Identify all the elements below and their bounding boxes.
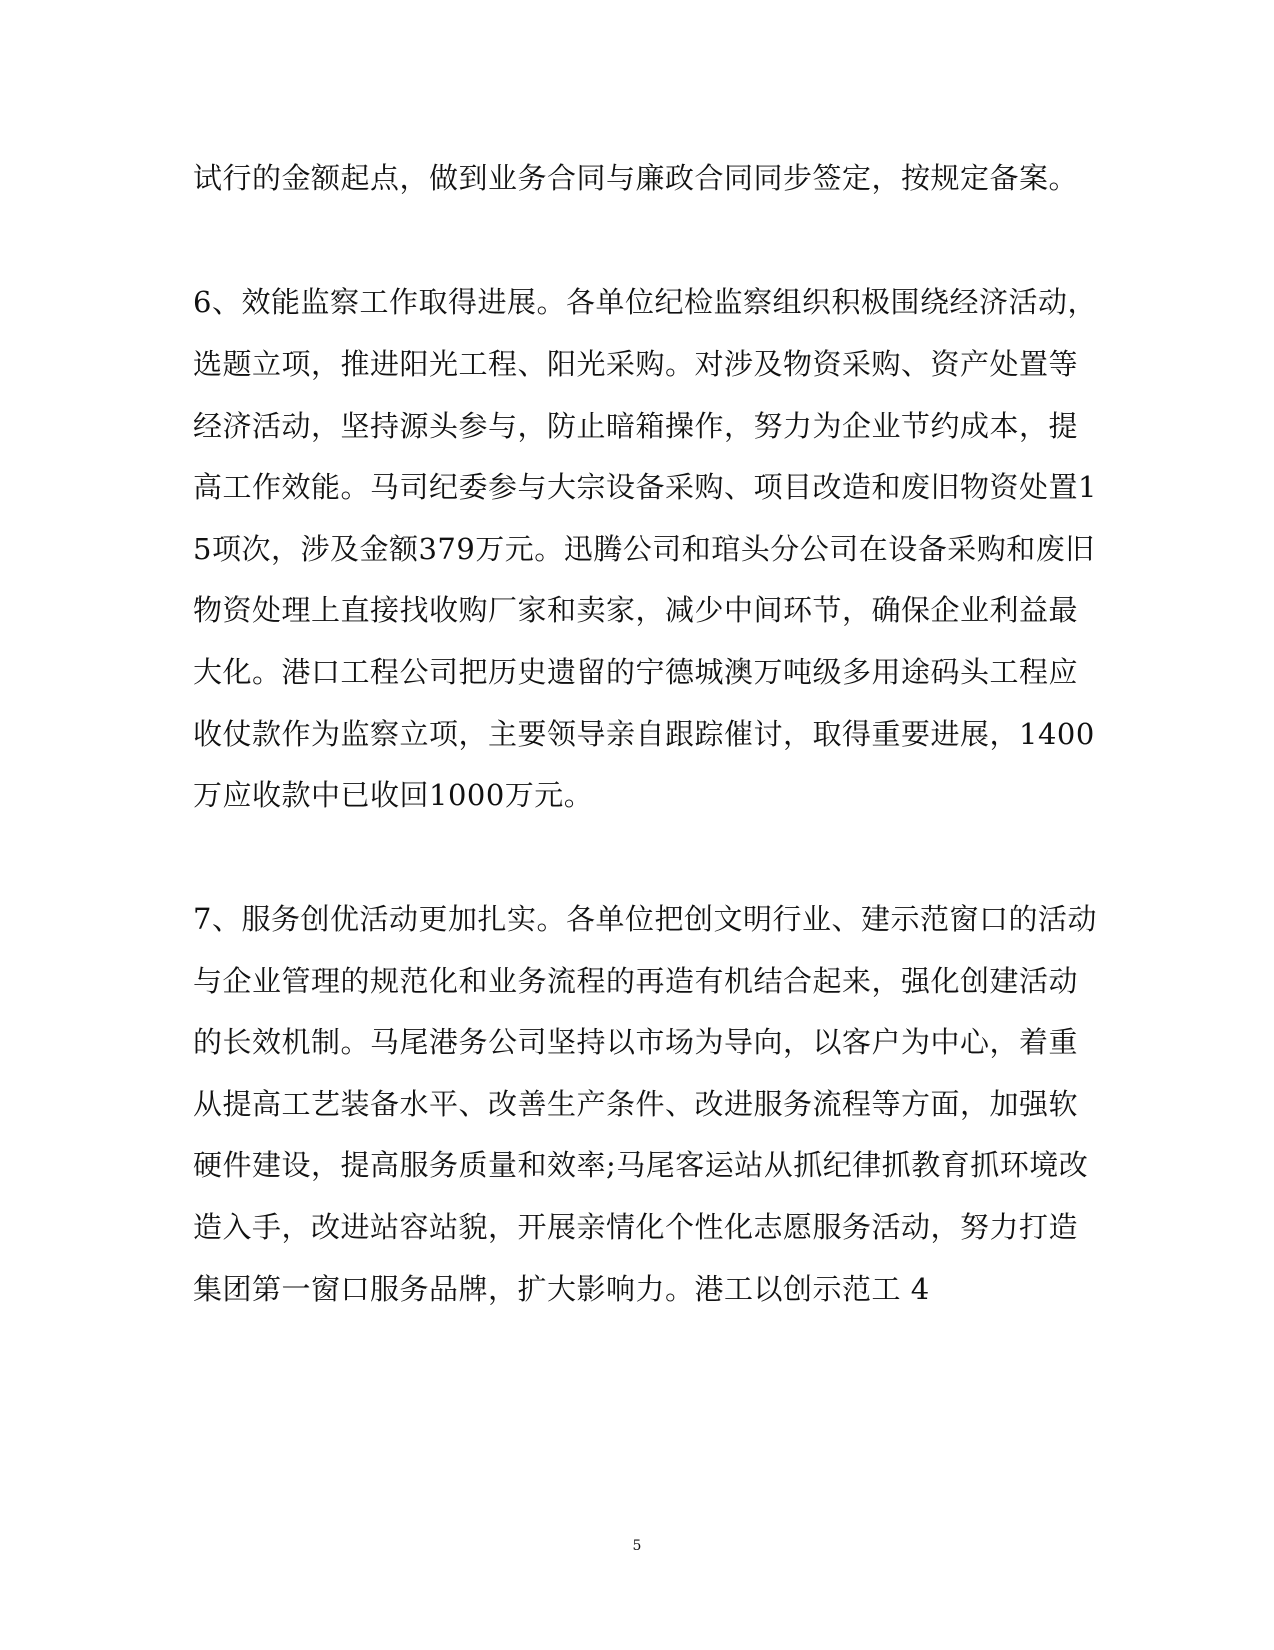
paragraph-2-line-2: 选题立项，推进阳光工程、阳光采购。对涉及物资采购、资产处置等 [193,347,1079,381]
paragraph-2-line-4: 高工作效能。马司纪委参与大宗设备采购、项目改造和废旧物资处置1 [193,470,1097,504]
paragraph-2-line-7: 大化。港口工程公司把历史遗留的宁德城澳万吨级多用途码头工程应 [193,655,1079,689]
paragraph-2-line-1: 6、效能监察工作取得进展。各单位纪检监察组织积极围绕经济活动， [193,285,1097,319]
paragraph-1-line-1: 试行的金额起点，做到业务合同与廉政合同同步签定，按规定备案。 [193,161,1079,195]
paragraph-2-line-6: 物资处理上直接找收购厂家和卖家，减少中间环节，确保企业利益最 [193,593,1079,627]
page-number: 5 [632,1538,642,1554]
paragraph-2-line-8: 收仗款作为监察立项，主要领导亲自跟踪催讨，取得重要进展，1400 [193,717,1095,751]
paragraph-2-line-9: 万应收款中已收回1000万元。 [193,778,594,812]
paragraph-3-line-3: 的长效机制。马尾港务公司坚持以市场为导向，以客户为中心，着重 [193,1025,1079,1059]
paragraph-3-line-6: 造入手，改进站容站貌，开展亲情化个性化志愿服务活动，努力打造 [193,1210,1079,1244]
paragraph-3-line-1: 7、服务创优活动更加扎实。各单位把创文明行业、建示范窗口的活动 [193,902,1097,936]
paragraph-3-line-7: 集团第一窗口服务品牌，扩大影响力。港工以创示范工 4 [193,1272,930,1306]
paragraph-3-line-2: 与企业管理的规范化和业务流程的再造有机结合起来，强化创建活动 [193,964,1079,998]
paragraph-2-line-3: 经济活动，坚持源头参与，防止暗箱操作，努力为企业节约成本，提 [193,409,1079,443]
paragraph-2-line-5: 5项次，涉及金额379万元。迅腾公司和琯头分公司在设备采购和废旧 [193,532,1095,566]
paragraph-3-line-4: 从提高工艺装备水平、改善生产条件、改进服务流程等方面，加强软 [193,1087,1079,1121]
paragraph-3-line-5: 硬件建设，提高服务质量和效率;马尾客运站从抓纪律抓教育抓环境改 [193,1148,1089,1182]
